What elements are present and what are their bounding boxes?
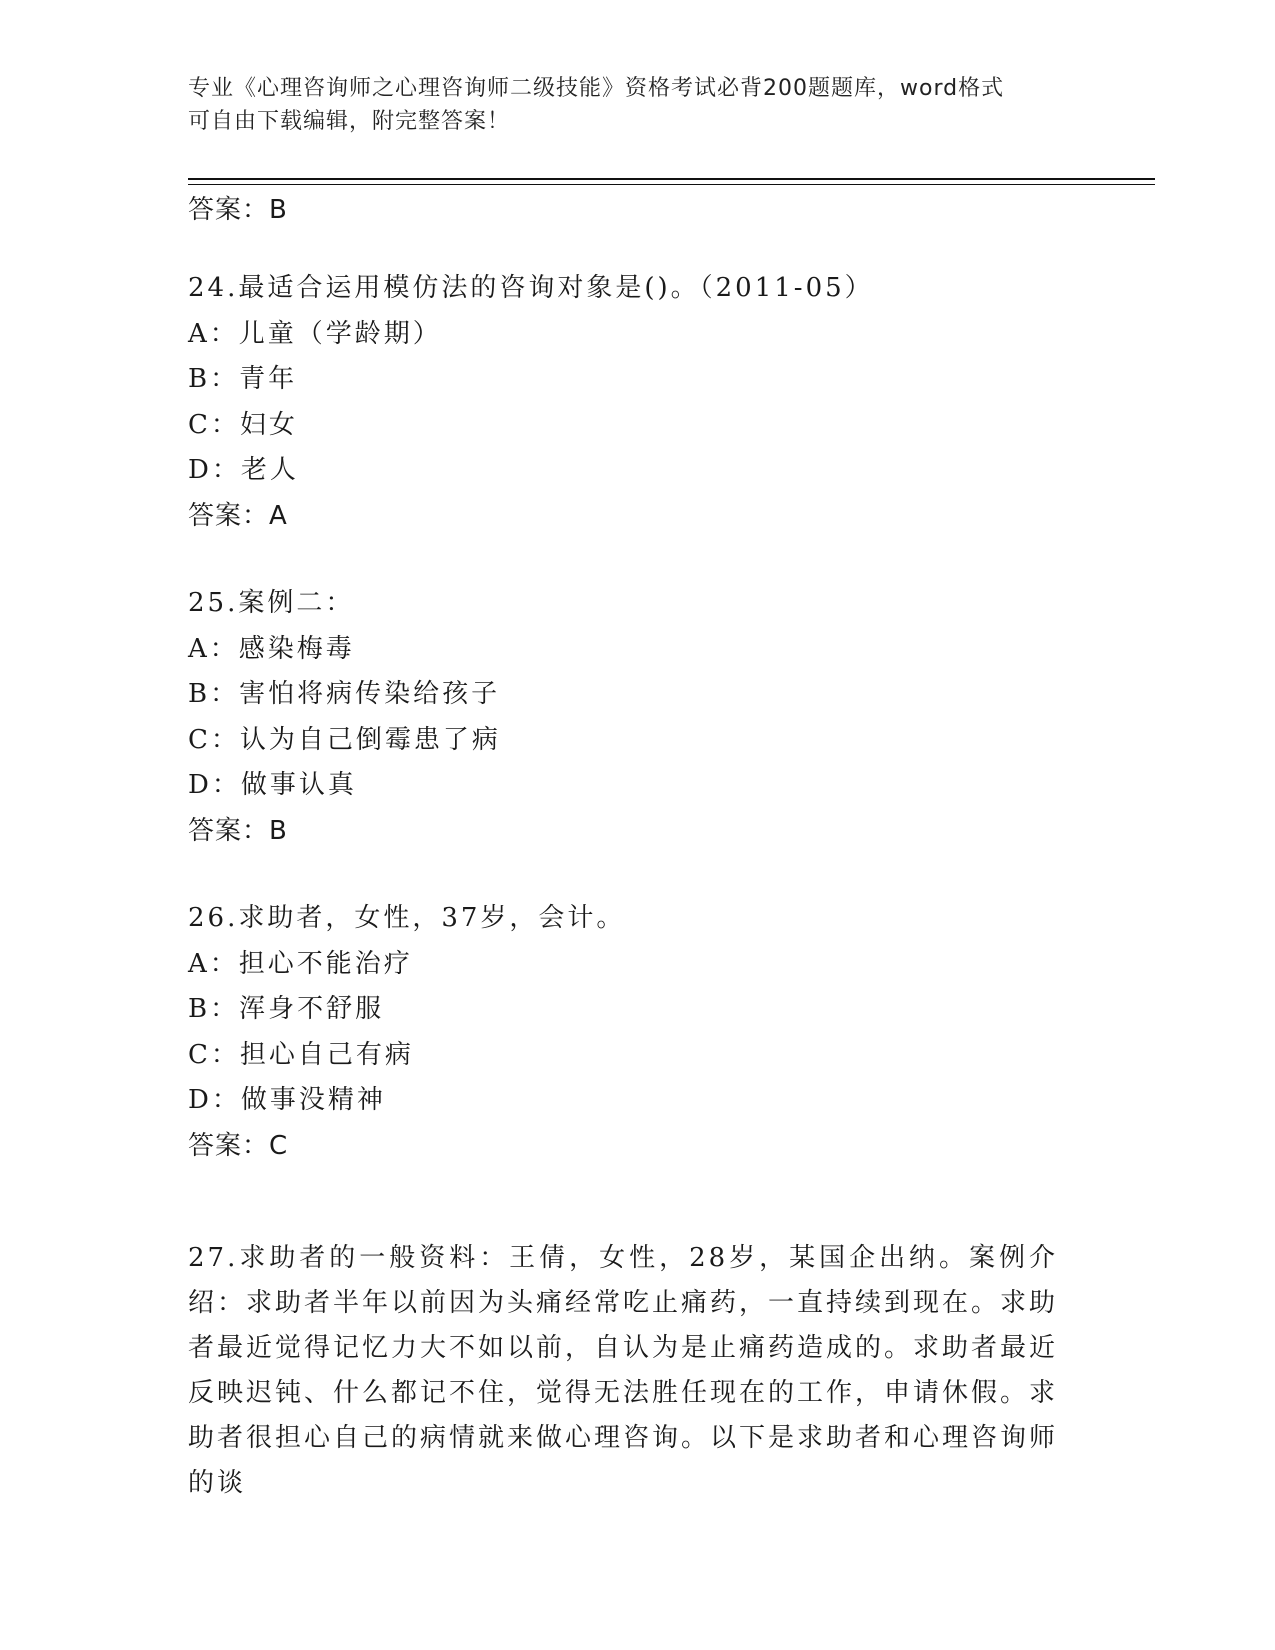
previous-answer-block	[188, 188, 1088, 234]
option-b: B：害怕将病传染给孩子	[188, 679, 501, 709]
option-b: B：青年	[188, 364, 298, 394]
option-c: C：妇女	[188, 409, 298, 440]
option-d: D：做事认真	[188, 770, 357, 800]
document-header	[188, 72, 1088, 138]
option-c: C：认为自己倒霉患了病	[188, 724, 501, 755]
answer-line: 答案：B	[188, 195, 288, 225]
question-27-paragraph: 27.求助者的一般资料：王倩，女性，28岁，某国企出纳。案例介绍：求助者半年以前因为头痛经常吃止痛药，一直持续到现在。求助者最近觉得记忆力大不如以前，自认为是止痛药造成的。求助者最近反映迟钝、什么都记不住，觉得无法胜任现在的工作，申请休假。求助者很担心自己的病情就来做心理咨询。以下是求助者和心理咨询师的谈	[188, 1243, 1059, 1498]
question-stem: 25.案例二：	[188, 588, 355, 618]
answer-line: 答案：A	[188, 500, 288, 531]
question-stem: 26.求助者，女性，37岁，会计。	[188, 903, 626, 933]
option-b: B：浑身不舒服	[188, 994, 385, 1024]
option-d: D：做事没精神	[188, 1085, 386, 1115]
answer-line: 答案：C	[188, 1130, 289, 1161]
answer-line: 答案：B	[188, 815, 288, 846]
option-a: A：感染梅毒	[188, 633, 355, 664]
question-25	[188, 581, 1088, 854]
header-divider-thin	[188, 184, 1155, 185]
option-a: A：担心不能治疗	[188, 948, 413, 979]
header-line-1: 专业《心理咨询师之心理咨询师二级技能》资格考试必背200题题库，word格式	[188, 76, 1005, 101]
option-a: A：儿童（学龄期）	[188, 318, 442, 349]
option-c: C：担心自己有病	[188, 1039, 414, 1070]
header-line-2: 可自由下载编辑，附完整答案！	[188, 109, 511, 134]
question-26	[188, 896, 1088, 1169]
option-d: D：老人	[188, 455, 299, 485]
question-24	[188, 266, 1088, 539]
header-divider-thick	[188, 178, 1155, 180]
question-stem: 24.最适合运用模仿法的咨询对象是()。（2011-05）	[188, 273, 874, 303]
